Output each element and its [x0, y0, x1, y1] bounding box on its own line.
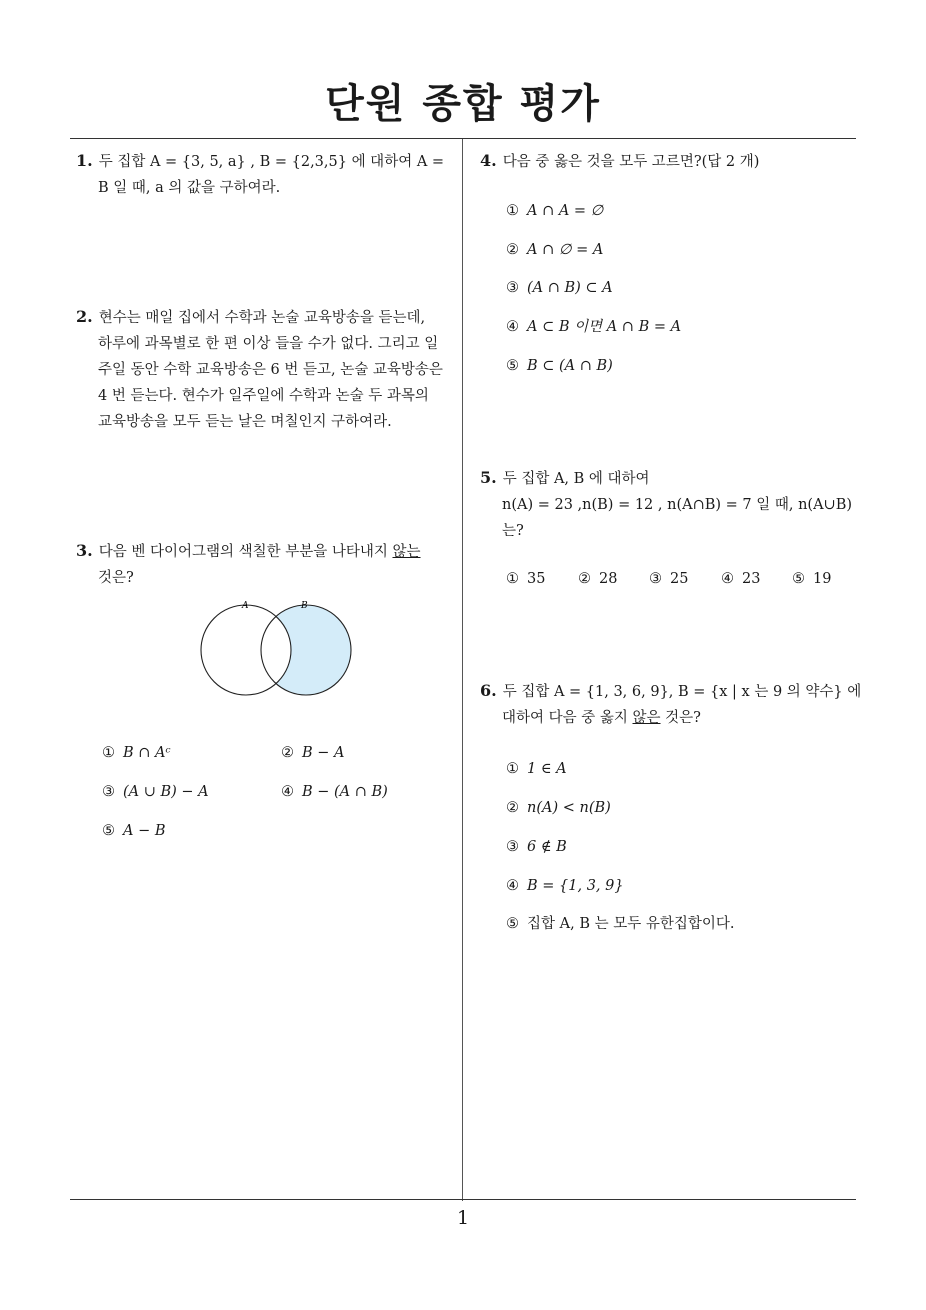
option-text: 25: [670, 571, 689, 587]
option-mark: ③: [506, 839, 519, 855]
option-4[interactable]: [721, 569, 760, 589]
question-text: B 일 때, a 의 값을 구하여라.: [98, 180, 281, 196]
option-mark: ⑤: [506, 358, 519, 374]
option-mark: ①: [506, 203, 519, 219]
question-6: [480, 678, 870, 731]
option-1[interactable]: [506, 759, 567, 779]
option-4[interactable]: [506, 317, 681, 337]
question-4: [480, 148, 860, 175]
page-number: 1: [456, 1207, 470, 1229]
option-mark: ③: [649, 571, 662, 587]
option-1[interactable]: [506, 201, 603, 221]
question-text: 두 집합 A, B 에 대하여: [502, 471, 650, 487]
option-5[interactable]: [792, 569, 831, 589]
option-mark: ①: [102, 745, 115, 761]
option-1[interactable]: [506, 569, 545, 589]
option-mark: ③: [102, 784, 115, 800]
question-text: 는?: [502, 523, 524, 539]
option-1[interactable]: [102, 743, 171, 763]
question-text: 하루에 과목별로 한 편 이상 들을 수가 없다. 그리고 일: [98, 336, 439, 352]
option-mark: ①: [506, 571, 519, 587]
question-text: 현수는 매일 집에서 수학과 논술 교육방송을 듣는데,: [98, 310, 426, 326]
question-number: 5.: [480, 468, 497, 487]
question-text: 두 집합 A = {3, 5, a} , B = {2,3,5} 에 대하여 A =: [98, 154, 445, 170]
option-mark: ②: [506, 242, 519, 258]
option-3[interactable]: [649, 569, 688, 589]
question-number: 6.: [480, 681, 497, 700]
venn-diagram: [195, 598, 360, 700]
question-text: 것은?: [98, 570, 134, 586]
question-number: 4.: [480, 151, 497, 170]
option-text: B − A: [302, 745, 345, 761]
option-5[interactable]: [506, 356, 613, 376]
option-text: A ∩ A = ∅: [527, 203, 604, 219]
page-title: 단원 종합 평가: [325, 81, 601, 127]
option-text: 6 ∉ B: [527, 839, 567, 855]
option-mark: ④: [506, 319, 519, 335]
question-number: 2.: [76, 307, 93, 326]
option-text: A − B: [123, 823, 166, 839]
option-2[interactable]: [506, 240, 603, 260]
option-2[interactable]: [578, 569, 617, 589]
option-text: B = {1, 3, 9}: [527, 878, 624, 894]
question-5: [480, 465, 870, 544]
question-text: 4 번 듣는다. 현수가 일주일에 수학과 논술 두 과목의: [98, 388, 429, 404]
question-text: 두 집합 A = {1, 3, 6, 9}, B = {x | x 는 9 의 약수} 에: [502, 684, 862, 700]
option-text: A ⊂ B 이면 A ∩ B = A: [527, 319, 682, 335]
column-divider: [462, 139, 463, 1201]
option-mark: ④: [721, 571, 734, 587]
option-mark: ⑤: [792, 571, 805, 587]
option-mark: ③: [506, 280, 519, 296]
underlined-word: 않은: [632, 710, 661, 726]
question-number: 3.: [76, 541, 93, 560]
option-text: (A ∩ B) ⊂ A: [527, 280, 613, 296]
option-text: 23: [742, 571, 761, 587]
question-text: 다음 벤 다이어그램의 색칠한 부분을 나타내지: [98, 544, 393, 560]
option-text: 35: [527, 571, 546, 587]
option-4[interactable]: [281, 782, 388, 802]
question-text: 대하여 다음 중 옳지: [502, 710, 633, 726]
set-b-label: B: [301, 601, 308, 611]
question-text: 주일 동안 수학 교육방송은 6 번 듣고, 논술 교육방송은: [98, 362, 443, 378]
question-text: 것은?: [660, 710, 701, 726]
option-text: (A ∪ B) − A: [123, 784, 209, 800]
question-2: [76, 304, 461, 435]
question-text: n(A) = 23 ,n(B) = 12 , n(A∩B) = 7 일 때, n(A∪B): [502, 497, 853, 513]
option-text: B − (A ∩ B): [302, 784, 388, 800]
option-3[interactable]: [506, 278, 613, 298]
option-5[interactable]: [102, 821, 166, 841]
option-text: 28: [599, 571, 618, 587]
question-text: 다음 중 옳은 것을 모두 고르면?(답 2 개): [502, 154, 760, 170]
question-number: 1.: [76, 151, 93, 170]
option-mark: ①: [506, 761, 519, 777]
option-mark: ⑤: [102, 823, 115, 839]
option-text: B ∩ Aᶜ: [123, 745, 171, 761]
header-rule: [70, 138, 856, 139]
option-2[interactable]: [506, 798, 611, 818]
option-4[interactable]: [506, 876, 624, 896]
option-text: 집합 A, B 는 모두 유한집합이다.: [527, 916, 735, 932]
option-3[interactable]: [102, 782, 209, 802]
option-mark: ②: [578, 571, 591, 587]
option-text: 19: [813, 571, 832, 587]
question-1: [76, 148, 456, 201]
underlined-word: 않는: [392, 544, 421, 560]
set-a-label: A: [242, 601, 249, 611]
option-text: n(A) < n(B): [527, 800, 611, 816]
footer-rule: [70, 1199, 856, 1200]
option-mark: ④: [506, 878, 519, 894]
option-5[interactable]: [506, 914, 734, 934]
question-3: [76, 538, 461, 591]
option-mark: ④: [281, 784, 294, 800]
option-mark: ⑤: [506, 916, 519, 932]
option-mark: ②: [281, 745, 294, 761]
option-text: 1 ∈ A: [527, 761, 567, 777]
option-text: B ⊂ (A ∩ B): [527, 358, 613, 374]
option-text: A ∩ ∅ = A: [527, 242, 604, 258]
question-text: 교육방송을 모두 듣는 날은 며칠인지 구하여라.: [98, 414, 392, 430]
option-3[interactable]: [506, 837, 567, 857]
option-mark: ②: [506, 800, 519, 816]
option-2[interactable]: [281, 743, 345, 763]
